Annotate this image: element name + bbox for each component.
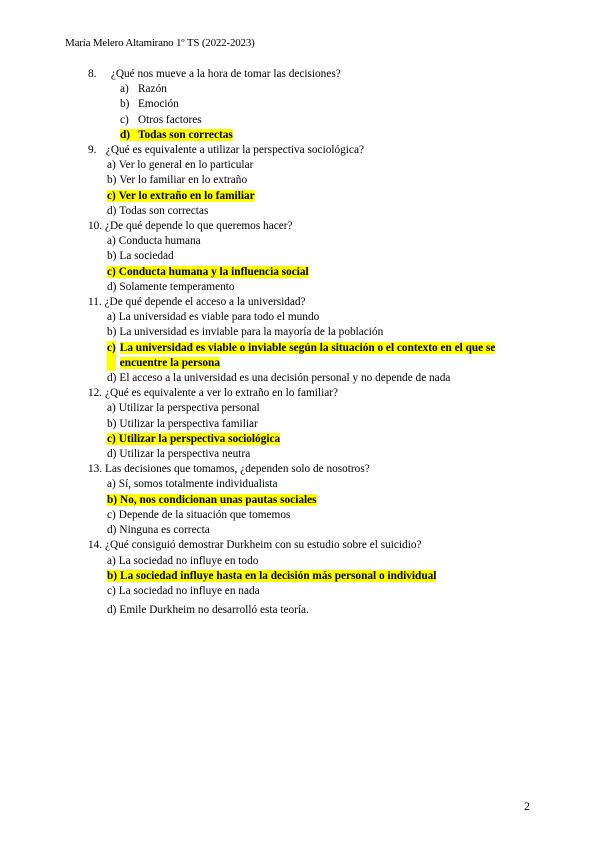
question-text: Las decisiones que tomamos, ¿dependen solo de nosotros? xyxy=(104,463,370,476)
option-a: a) La universidad es viable para todo el mundo xyxy=(107,311,320,324)
question-9 xyxy=(88,143,548,219)
question-14 xyxy=(88,538,548,618)
question-8 xyxy=(88,67,548,143)
option-c-correct: c) La universidad es viable o inviable según la situación o el contexto en el que se encuentre la persona xyxy=(88,341,527,371)
option-a: a) Sí, somos totalmente individualista xyxy=(107,478,278,491)
option-a: a) La sociedad no influye en todo xyxy=(107,554,259,567)
option-c: c) Otros factores xyxy=(120,113,202,126)
question-number: 8. xyxy=(88,68,97,80)
option-d-correct: d) Todas son correctas xyxy=(120,128,233,141)
option-d: d) Todas son correctas xyxy=(107,204,209,217)
question-text: ¿Qué es equivalente a utilizar la perspectiva sociológica? xyxy=(105,144,364,157)
option-c: c) Depende de la situación que tomemos xyxy=(107,508,291,521)
question-12 xyxy=(88,386,548,462)
option-b: b) Utilizar la perspectiva familiar xyxy=(107,417,258,430)
question-number: 13. xyxy=(88,463,103,476)
option-d: d) Solamente temperamento xyxy=(107,280,235,293)
option-a: a) Conducta humana xyxy=(107,235,201,248)
question-number: 11. xyxy=(88,296,102,309)
option-c: c) La sociedad no influye en nada xyxy=(107,584,260,597)
option-d: d) Utilizar la perspectiva neutra xyxy=(107,448,251,461)
page-header: María Melero Altamirano 1º TS (2022-2023) xyxy=(65,37,255,49)
question-text: ¿Qué consiguió demostrar Durkheim con su estudio sobre el suicidio? xyxy=(104,539,422,552)
question-number: 12. xyxy=(88,387,103,400)
option-a: a) Ver lo general en lo particular xyxy=(107,159,254,172)
option-b: b) La universidad es inviable para la mayoría de la población xyxy=(107,326,384,339)
question-text: ¿De qué depende lo que queremos hacer? xyxy=(104,220,293,233)
option-c-correct: c) Utilizar la perspectiva sociológica xyxy=(107,432,281,445)
option-b: b) La sociedad xyxy=(107,250,174,263)
option-d: d) Emile Durkheim no desarrolló esta teoría. xyxy=(107,604,309,617)
option-d: d) Ninguna es correcta xyxy=(107,524,210,537)
question-list xyxy=(88,67,548,618)
option-d: d) El acceso a la universidad es una decisión personal y no depende de nada xyxy=(107,372,451,385)
option-c-correct: c) Conducta humana y la influencia social xyxy=(107,265,309,278)
question-text: ¿Qué es equivalente a ver lo extraño en lo familiar? xyxy=(104,387,339,400)
option-b-correct: b) No, nos condicionan unas pautas sociales xyxy=(107,493,317,506)
page-number: 2 xyxy=(524,799,530,813)
option-c-correct: c) Ver lo extraño en lo familiar xyxy=(107,189,255,202)
question-number: 10. xyxy=(88,220,103,233)
option-a: a) Razón xyxy=(120,83,167,96)
question-text: ¿De qué depende el acceso a la universidad? xyxy=(104,296,306,309)
option-a: a) Utilizar la perspectiva personal xyxy=(107,402,260,415)
question-10 xyxy=(88,219,548,295)
question-13 xyxy=(88,462,548,538)
question-text: ¿Qué nos mueve a la hora de tomar las decisiones? xyxy=(110,68,341,80)
question-11 xyxy=(88,295,548,386)
option-b: b) Emoción xyxy=(120,98,179,111)
option-b: b) Ver lo familiar en lo extraño xyxy=(107,174,248,187)
question-number: 14. xyxy=(88,539,103,552)
question-number: 9. xyxy=(88,144,97,157)
option-b-correct: b) La sociedad influye hasta en la decisión más personal o individual xyxy=(107,569,437,582)
